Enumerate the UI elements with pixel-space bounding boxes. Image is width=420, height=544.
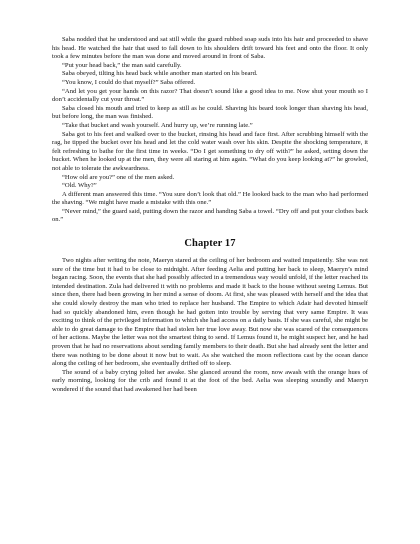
paragraph: Two nights after writing the note, Maeryn stared at the ceiling of her bedroom and waited impatiently. She was not sure of the time but it had to be close to midnight. After feeding Aelia and putting her back to sleep, Maeryn’s mind began racing. Soon, the events that she had possibly affected in a tremendous way would unfold, if the letter reached its intended destination. Zula had delivered it with no problems and made it back to the house without seeing Lemus. But since then, there had been growing in her mind a sense of doom. At first, she was pleased with herself and the idea that she could slowly destroy the man who tried to replace her husband. The Empire to which Adair had devoted himself had so quickly abandoned him, even though he had gotten into trouble by serving that very same Empire. It was exciting to think of the privileged information to which she had access on a daily basis. If she was careful, she might be able to do great damage to the Empire that had stolen her true love away. But now she was scared of the consequences of her actions. Maybe the letter was not the smartest thing to send. If Lemus found it, he might suspect her, and he had proven that he had no reservations about sending family members to their death. But she had already sent the letter and there was nothing to be done about it now but to wait. As she watched the moon reflections cast by the ocean dance along the ceiling of her bedroom, she eventually drifted off to sleep. — [52, 257, 368, 368]
section-before — [52, 36, 368, 225]
paragraph: “You know, I could do that myself?” Saba offered. — [62, 78, 196, 86]
paragraph: Saba obeyed, tilting his head back while another man started on his beard. — [62, 70, 258, 78]
paragraph: “How old are you?” one of the men asked. — [62, 173, 175, 181]
paragraph: “Put your head back,” the man said carefully. — [62, 61, 182, 69]
paragraph: Saba closed his mouth and tried to keep as still as he could. Shaving his beard took longer than shaving his head, but before long, the man was finished. — [52, 104, 368, 121]
section-after — [52, 257, 368, 395]
paragraph: The sound of a baby crying jolted her awake. She glanced around the room, now awash with the orange hues of early morning, looking for the crib and found it at the foot of the bed. Aelia was sleeping soundly and Maeryn wondered if the sound that had awakened her had been — [52, 368, 368, 393]
paragraph: Saba nodded that he understood and sat still while the guard rubbed soap suds into his hair and proceeded to shave his head. He watched the hair that used to fall down to his shoulders drift toward his feet and onto the floor. It only took a few minutes before the man was done and moved around in front of Saba. — [52, 36, 368, 61]
paragraph: A different man answered this time. “You sure don’t look that old.” He looked back to the man who had performed the shaving. “We might have made a mistake with this one.” — [52, 190, 368, 207]
paragraph: “Old. Why?” — [62, 182, 97, 190]
paragraph: “And let you get your hands on this razor? That doesn’t sound like a good idea to me. Now shut your mouth so I don’t accidentally cut your throat.” — [52, 87, 368, 104]
paragraph: “Never mind,” the guard said, putting down the razor and handing Saba a towel. “Dry off and put your clothes back on.” — [52, 207, 368, 224]
paragraph: “Take that bucket and wash yourself. And hurry up, we’re running late.” — [62, 121, 253, 129]
paragraph: Saba got to his feet and walked over to the bucket, rinsing his head and face first. After scrubbing himself with the rag, he tipped the bucket over his head and let the cold water wash over his skin. Despite the shocking temperature, it felt refreshing to bathe for the first time in weeks. “Do I get something to dry off with?” he asked, setting down the bucket. When he looked up at the men, they were all staring at him again. “What do you keep looking at?” he growled, not able to tolerate the awkwardness. — [52, 130, 368, 172]
chapter-heading: Chapter 17 — [184, 238, 236, 250]
